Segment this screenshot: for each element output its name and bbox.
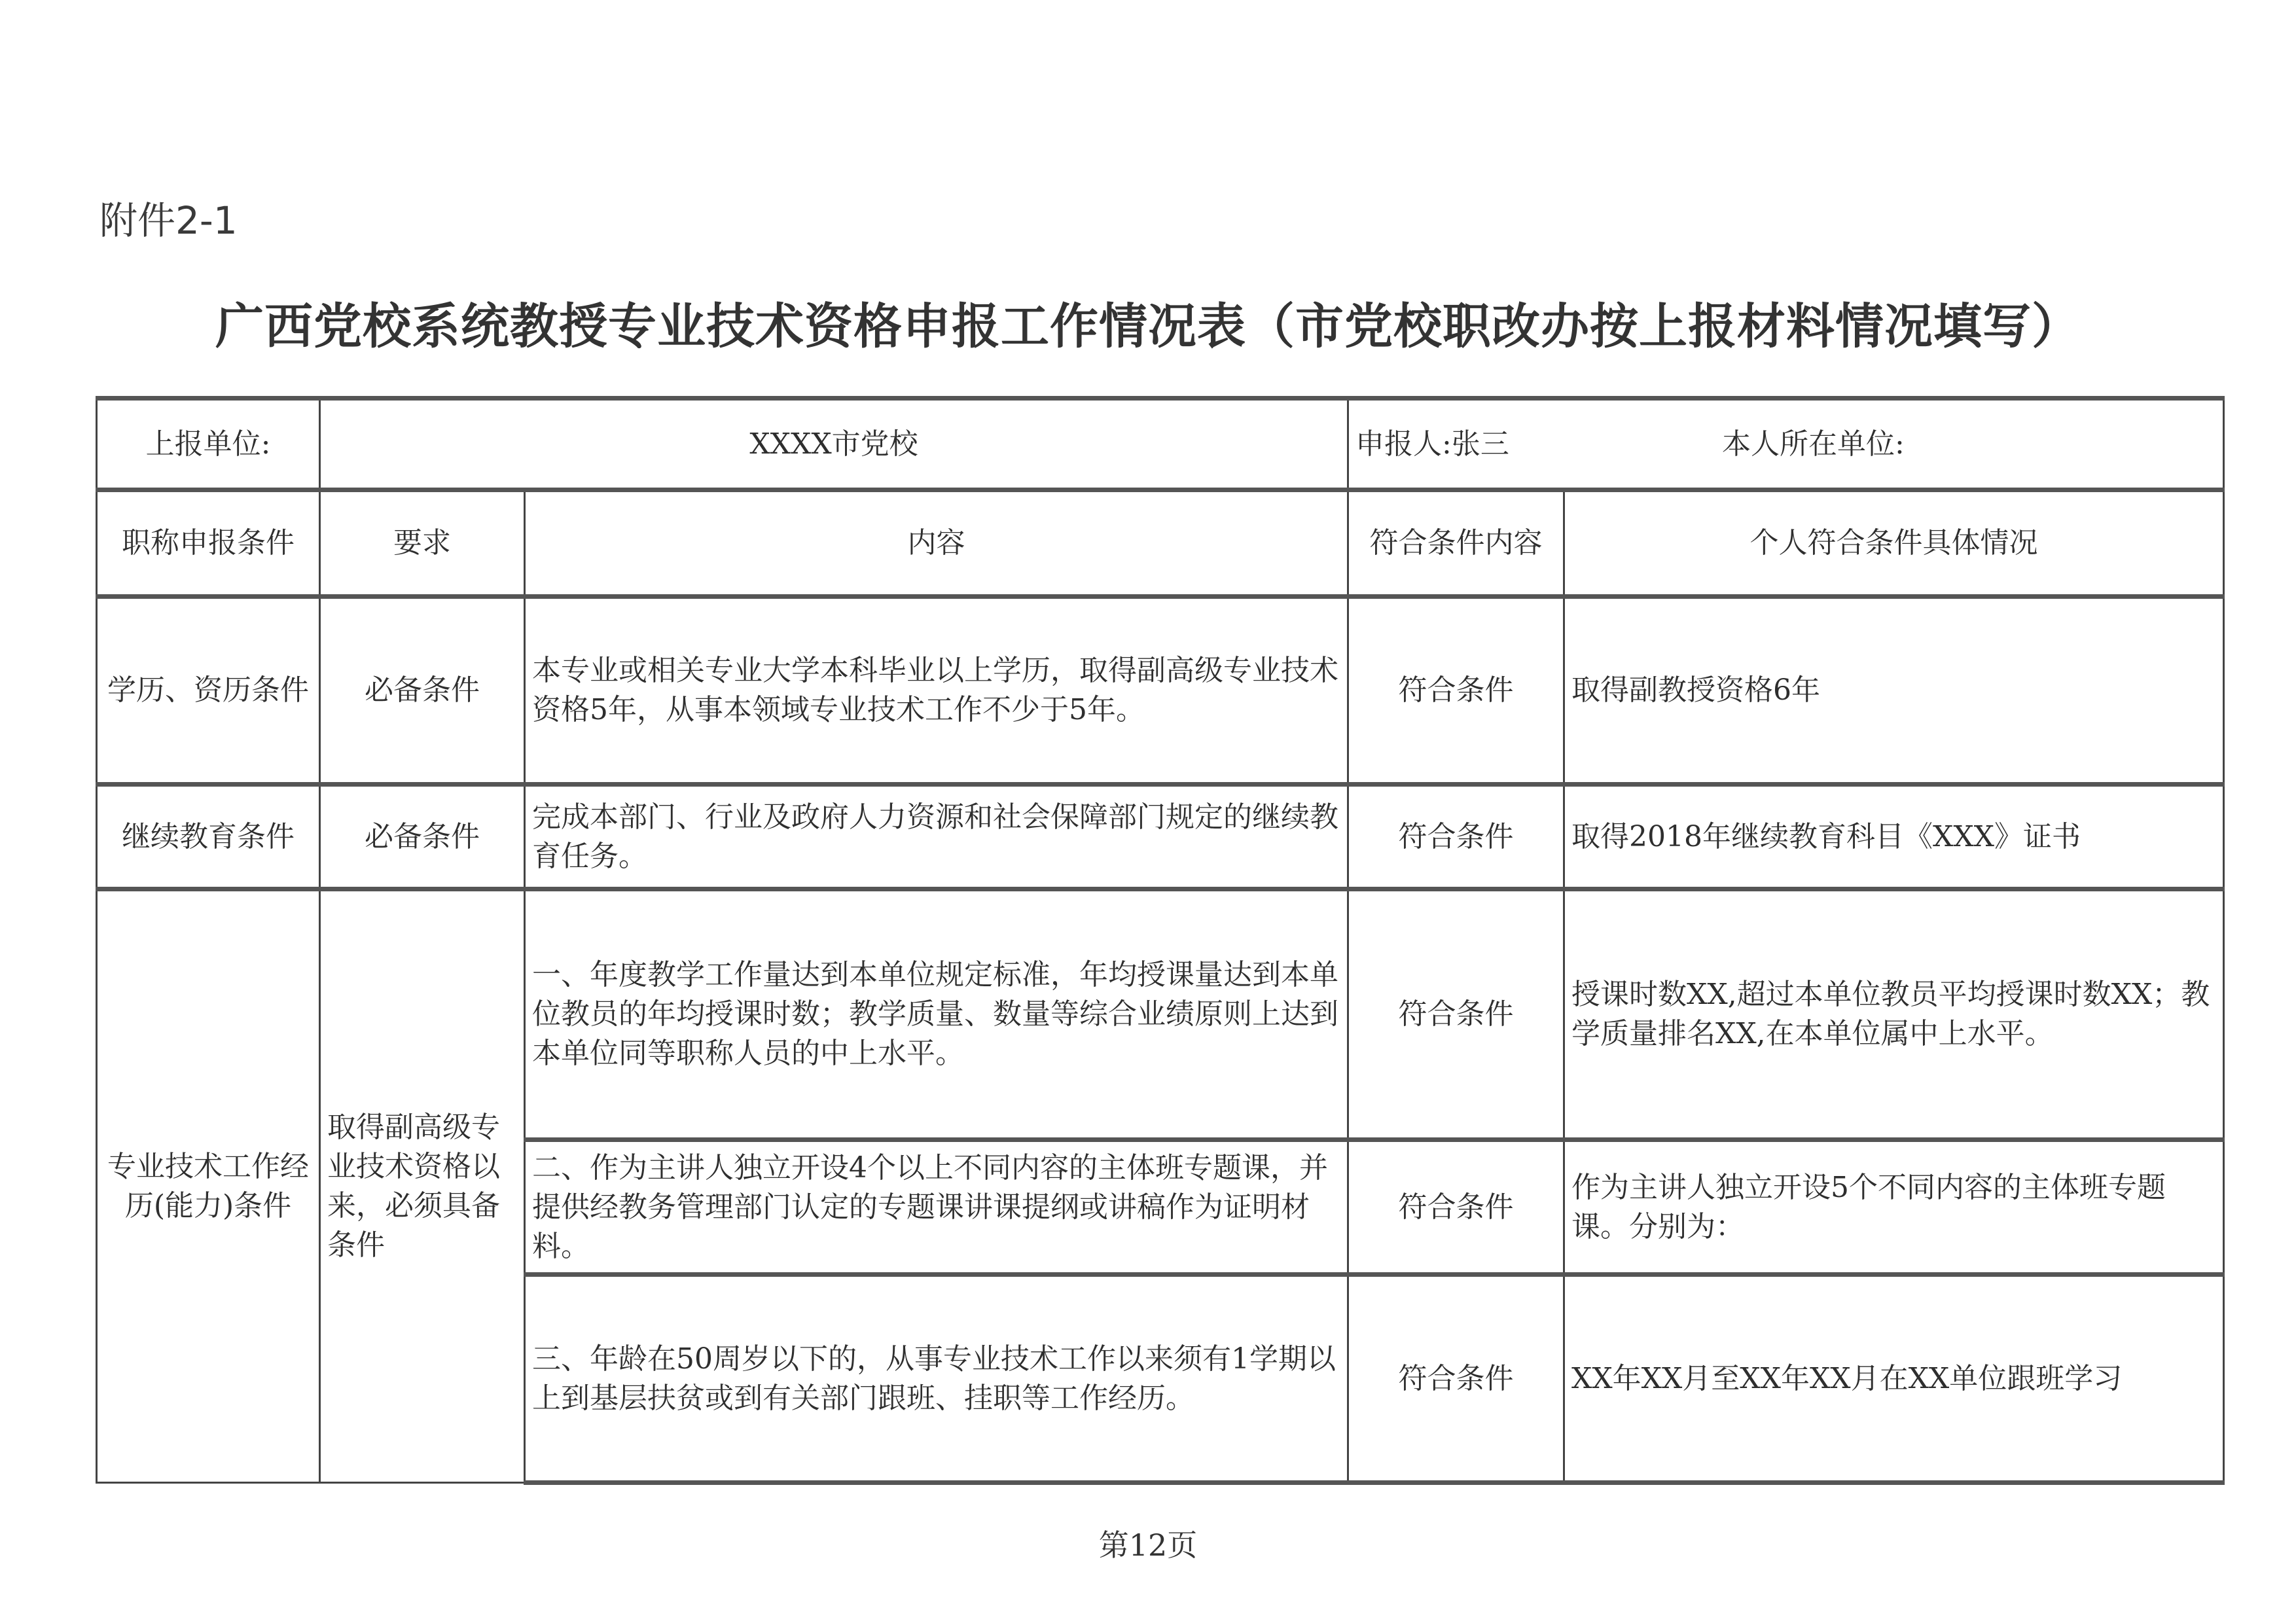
row-status: 符合条件 xyxy=(1348,1275,1564,1483)
row-content: 完成本部门、行业及政府人力资源和社会保障部门规定的继续教育任务。 xyxy=(525,785,1348,889)
table-row xyxy=(97,889,2224,1140)
col-header-requirement: 要求 xyxy=(320,490,525,597)
row-content: 二、作为主讲人独立开设4个以上不同内容的主体班专题课，并提供经教务管理部门认定的专题课讲课提纲或讲稿作为证明材料。 xyxy=(525,1140,1348,1275)
column-header-row xyxy=(97,490,2224,597)
row-condition: 继续教育条件 xyxy=(97,785,320,889)
row-content: 三、年龄在50周岁以下的，从事专业技术工作以来须有1学期以上到基层扶贫或到有关部门跟班、挂职等工作经历。 xyxy=(525,1275,1348,1483)
row-detail: 取得副教授资格6年 xyxy=(1564,597,2224,785)
row-condition: 专业技术工作经历(能力)条件 xyxy=(97,889,320,1483)
table-row xyxy=(97,597,2224,785)
row-requirement: 取得副高级专业技术资格以来，必须具备条件 xyxy=(320,889,525,1483)
row-detail: 作为主讲人独立开设5个不同内容的主体班专题课。分别为： xyxy=(1564,1140,2224,1275)
applicant-name: 申报人:张三 xyxy=(1355,427,1509,461)
row-status: 符合条件 xyxy=(1348,597,1564,785)
row-status: 符合条件 xyxy=(1348,785,1564,889)
row-detail: XX年XX月至XX年XX月在XX单位跟班学习 xyxy=(1564,1275,2224,1483)
application-table xyxy=(96,396,2225,1485)
col-header-content: 内容 xyxy=(525,490,1348,597)
table-row xyxy=(97,785,2224,889)
row-detail: 取得2018年继续教育科目《XXX》证书 xyxy=(1564,785,2224,889)
own-unit-label: 本人所在单位: xyxy=(1722,427,1905,461)
document-title: 广西党校系统教授专业技术资格申报工作情况表（市党校职改办按上报材料情况填写） xyxy=(215,298,2081,355)
col-header-condition: 职称申报条件 xyxy=(97,490,320,597)
page-number: 第12页 xyxy=(1098,1527,1198,1563)
row-condition: 学历、资历条件 xyxy=(97,597,320,785)
col-header-detail: 个人符合条件具体情况 xyxy=(1564,490,2224,597)
col-header-status: 符合条件内容 xyxy=(1348,490,1564,597)
header-info-row xyxy=(97,399,2224,490)
reporting-unit-value: XXXX市党校 xyxy=(320,399,1348,490)
attachment-label: 附件2-1 xyxy=(99,198,238,243)
row-status: 符合条件 xyxy=(1348,1140,1564,1275)
row-requirement: 必备条件 xyxy=(320,785,525,889)
row-status: 符合条件 xyxy=(1348,889,1564,1140)
applicant-info-cell xyxy=(1348,399,2224,490)
row-requirement: 必备条件 xyxy=(320,597,525,785)
reporting-unit-label: 上报单位: xyxy=(97,399,320,490)
row-content: 本专业或相关专业大学本科毕业以上学历，取得副高级专业技术资格5年，从事本领域专业技术工作不少于5年。 xyxy=(525,597,1348,785)
row-content: 一、年度教学工作量达到本单位规定标准，年均授课量达到本单位教员的年均授课时数；教学质量、数量等综合业绩原则上达到本单位同等职称人员的中上水平。 xyxy=(525,889,1348,1140)
row-detail: 授课时数XX,超过本单位教员平均授课时数XX；教学质量排名XX,在本单位属中上水平。 xyxy=(1564,889,2224,1140)
